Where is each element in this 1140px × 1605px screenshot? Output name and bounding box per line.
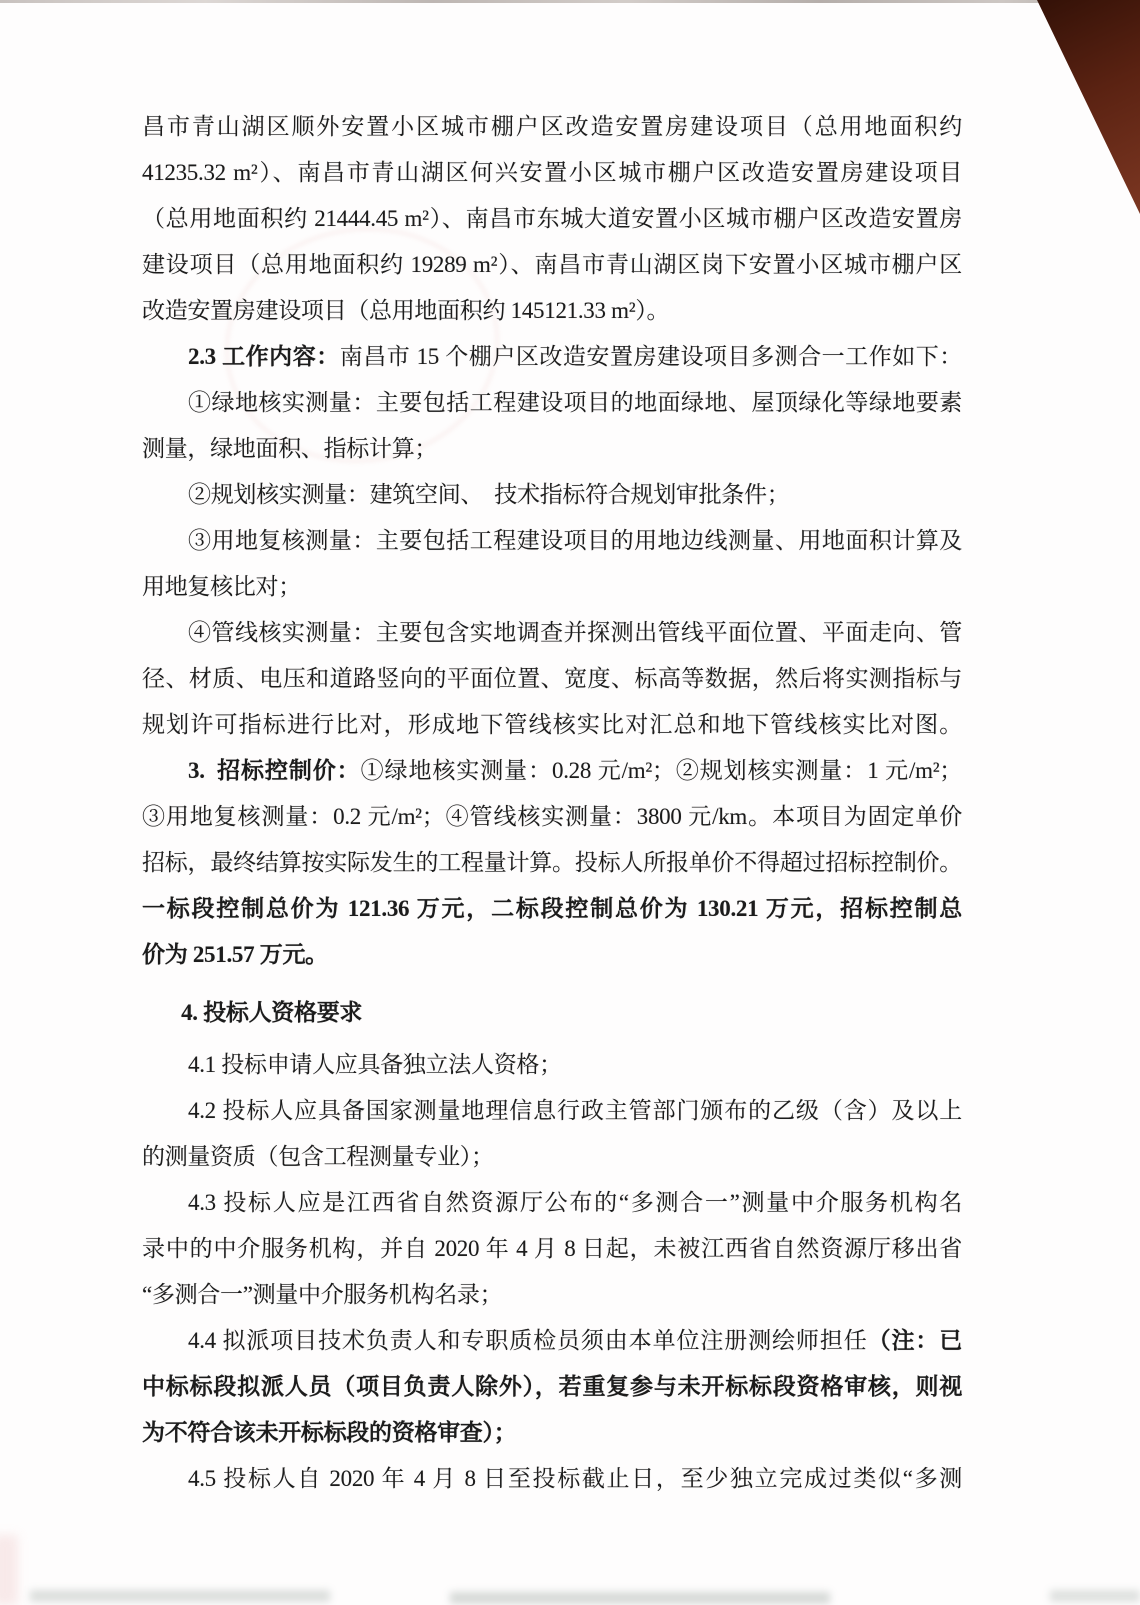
text-segment: 一标段控制总价为 121.36 万元，二标段控制总价为 130.21 万元，招标控制总 [142, 896, 962, 921]
document-text [142, 104, 962, 1502]
text-segment: 建设项目（总用地面积约 19289 m²）、南昌市青山湖区岗下安置小区城市棚户区 [142, 252, 962, 277]
text-segment: 规划许可指标进行比对，形成地下管线核实比对汇总和地下管线核实比对图。 [142, 712, 962, 737]
text-segment: 为不符合该未开标标段的资格审查）； [142, 1420, 517, 1445]
text-line [142, 840, 962, 886]
text-segment: 4. 投标人资格要求 [181, 1000, 363, 1025]
text-segment: 径、材质、电压和道路竖向的平面位置、宽度、标高等数据，然后将实测指标与 [142, 666, 962, 691]
text-segment: 测量，绿地面积、指标计算； [142, 436, 438, 461]
text-line [142, 794, 962, 840]
text-segment: 南昌市 15 个棚户区改造安置房建设项目多测合一工作如下： [339, 344, 962, 369]
text-segment: 4.1 投标申请人应具备独立法人资格； [188, 1052, 562, 1077]
text-line [142, 610, 962, 656]
text-segment: ①绿地核实测量：0.28 元/m²；②规划核实测量：1 元/m²； [360, 758, 962, 783]
scan-artifact [1050, 1590, 1140, 1602]
text-segment: “多测合一”测量中介服务机构名录； [142, 1282, 503, 1307]
text-segment: 的测量资质（包含工程测量专业）； [142, 1144, 494, 1169]
text-line [142, 1042, 962, 1088]
text-segment: 3. 招标控制价： [188, 758, 361, 783]
text-segment: ④管线核实测量：主要包含实地调查并探测出管线平面位置、平面走向、管 [188, 620, 962, 645]
text-line [142, 196, 962, 242]
text-line [142, 380, 962, 426]
text-line [142, 1088, 962, 1134]
text-line [142, 426, 962, 472]
scan-artifact [30, 1590, 330, 1602]
text-segment: 4.3 投标人应是江西省自然资源厅公布的“多测合一”测量中介服务机构名 [188, 1190, 962, 1215]
text-segment: 录中的中介服务机构，并自 2020 年 4 月 8 日起，未被江西省自然资源厅移出省 [142, 1236, 962, 1261]
scan-artifact [450, 1592, 830, 1604]
text-line [142, 104, 962, 150]
text-segment: （总用地面积约 21444.45 m²）、南昌市东城大道安置小区城市棚户区改造安置房 [142, 206, 962, 231]
text-line [142, 1410, 962, 1456]
text-line [142, 1364, 962, 1410]
text-line [142, 932, 962, 978]
text-line [142, 242, 962, 288]
text-line [142, 564, 962, 610]
text-segment: ②规划核实测量：建筑空间、 技术指标符合规划审批条件； [188, 482, 790, 507]
text-line [142, 334, 962, 380]
text-line [142, 1318, 962, 1364]
text-line [142, 1272, 962, 1318]
scan-artifact [0, 1535, 18, 1605]
text-segment: （注：已 [867, 1328, 962, 1353]
text-segment: 招标，最终结算按实际发生的工程量计算。投标人所报单价不得超过招标控制价。 [142, 850, 962, 875]
text-segment: 4.2 投标人应具备国家测量地理信息行政主管部门颁布的乙级（含）及以上 [188, 1098, 962, 1123]
text-segment: ③用地复核测量：主要包括工程建设项目的用地边线测量、用地面积计算及 [188, 528, 962, 553]
text-segment: 价为 251.57 万元。 [142, 942, 328, 967]
text-line [142, 1456, 962, 1502]
text-line [142, 288, 962, 334]
text-line [142, 990, 962, 1036]
text-line [142, 518, 962, 564]
text-line [142, 1226, 962, 1272]
text-line [142, 702, 962, 748]
text-segment: 昌市青山湖区顺外安置小区城市棚户区改造安置房建设项目（总用地面积约 [142, 114, 962, 139]
table-surface-corner [1037, 0, 1140, 214]
text-line [142, 886, 962, 932]
text-segment: 4.4 拟派项目技术负责人和专职质检员须由本单位注册测绘师担任 [188, 1328, 868, 1353]
text-segment: 用地复核比对； [142, 574, 301, 599]
text-segment: 41235.32 m²）、南昌市青山湖区何兴安置小区城市棚户区改造安置房建设项目 [142, 160, 962, 185]
text-line [142, 1134, 962, 1180]
text-segment: ①绿地核实测量：主要包括工程建设项目的地面绿地、屋顶绿化等绿地要素 [188, 390, 962, 415]
text-line [142, 748, 962, 794]
text-segment: 2.3 工作内容： [188, 344, 340, 369]
scan-edge-line [0, 0, 1140, 3]
text-segment: 中标标段拟派人员（项目负责人除外），若重复参与未开标标段资格审核，则视 [142, 1374, 962, 1399]
text-line [142, 656, 962, 702]
text-segment: 4.5 投标人自 2020 年 4 月 8 日至投标截止日，至少独立完成过类似“多测 [188, 1466, 962, 1491]
text-segment: 改造安置房建设项目（总用地面积约 145121.33 m²）。 [142, 298, 670, 323]
text-segment: ③用地复核测量：0.2 元/m²；④管线核实测量：3800 元/km。本项目为固定单价 [142, 804, 962, 829]
text-line [142, 472, 962, 518]
text-line [142, 1180, 962, 1226]
text-line [142, 150, 962, 196]
